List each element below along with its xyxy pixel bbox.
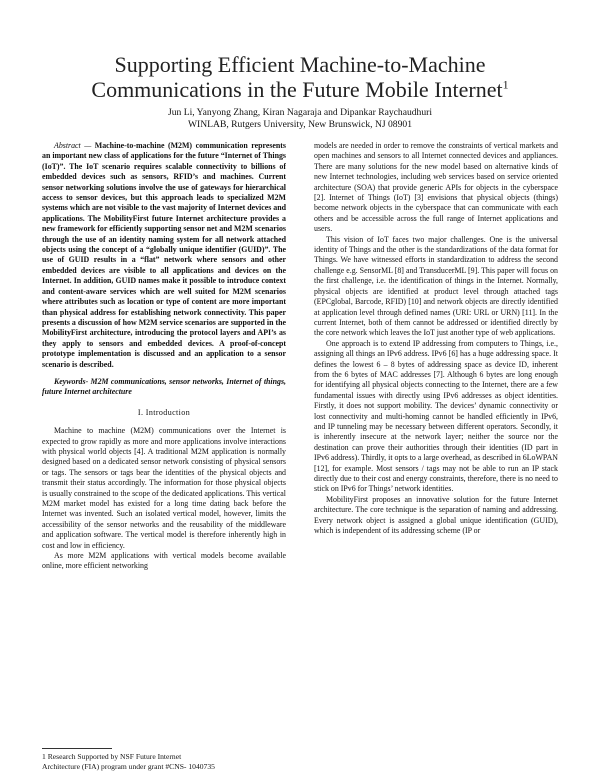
- left-column: [42, 141, 286, 727]
- right-column: [314, 141, 558, 761]
- intro-paragraph-2: As more M2M applications with vertical models become available online, more efficient networking: [42, 551, 286, 571]
- title-line-2-text: Communications in the Future Mobile Internet: [91, 77, 503, 102]
- abstract: [42, 141, 286, 370]
- author-names: Jun Li, Yanyong Zhang, Kiran Nagaraja and Dipankar Raychaudhuri: [167, 107, 433, 118]
- title-line-2: [40, 77, 560, 102]
- author-affiliation: WINLAB, Rutgers University, New Brunswick, NJ 08901: [187, 119, 412, 130]
- right-paragraph-1: models are needed in order to remove the constraints of vertical markets and open machines and sensors to all Internet connected devices and appliances. There are many solutions for the new model based on alternative kinds of new Internet technologies, including web services based on service oriented architecture (SOA) that provide generic APIs for objects in the cyberspace [2]. Internet of Things (IoT) [3] envisions that physical objects (things) become network objects in the cyberspace that can communicate with each others and be accessible across the full range of Internet applications and users.: [314, 141, 558, 234]
- right-paragraph-4: MobilityFirst proposes an innovative solution for the future Internet architecture. The core technique is the separation of naming and addressing. Every network object is assigned a global unique identification (GUID), which is independent of its addressing scheme (IP or: [314, 494, 558, 536]
- footnote-rule: [42, 748, 112, 749]
- intro-paragraph-1: Machine to machine (M2M) communications over the Internet is expected to grow rapidly as more and more applications involve interactions with physical world objects [4]. A traditional M2M application is normally designed based on a dedicated sensor network consisting of physical sensors or tags. The sensors or tags bear the identities of the physical objects and transmit their status accordingly. The information for those physical objects is usually constrained to the scope of the dedicated applications. This vertical M2M market model has existed for a long time dating back before the Internet was invented. Such an isolated vertical model, however, limits the accessibility of the sensor networks and the reusability of the middleware and application software. The vertical model is therefore inherently high in cost and low in efficiency.: [42, 426, 286, 550]
- footnote-line-2: Architecture (FIA) program under grant #CNS- 1040735: [42, 762, 215, 771]
- abstract-text: Machine-to-machine (M2M) communication represents an important new class of applications for the future “Internet of Things (IoT)”. The IoT scenario requires scalable connectivity to billions of embedded devices such as sensors, RFID’s and machines. Current sensor networking solutions involve the use of gateways for hierarchical access to sensor devices, but this approach leads to specialized M2M systems which are not visible to the vast majority of Internet devices and applications. The MobilityFirst future Internet architecture provides a new framework for efficiently supporting sensor net and M2M scenarios through the use of an identity naming system for all network attached objects using the concept of a “globally unique identifier (GUID)”. The use of GUID results in a “flat” network where sensors and other embedded devices are visible to all applications and devices on the Internet. In addition, GUID names make it possible to introduce context and content-aware services which are well suited for M2M scenarios where attributes such as location or type of content are more important than physical address for establishing network connectivity. This paper presents a discussion of how M2M service scenarios are supported in the MobilityFirst architecture, introducing the protocol layers and API’s as they apply to sensors and embedded devices. A proof-of-concept prototype implementation is discussed and an application to a sensor scenario is described.: [42, 141, 286, 369]
- abstract-label: Abstract —: [54, 141, 92, 150]
- right-paragraph-2: This vision of IoT faces two major challenges. One is the universal identity of Things and the other is the standardizations of the data format for Things. We have witnessed efforts in standardization to address the second challenge e.g. SensorML [8] and TransducerML [9]. This paper will focus on the first challenge, i.e. the identification of things in the Internet. Normally, physical objects are identified at product level through attached tags (EPCglobal, Barcode, RFID) [10] and network objects are directly identified at application level through defined names (URI: URL or URN) [11]. In the current Internet, both of them cannot be addressed or identified directly by the core network which leaves the IoT just another type of web applications.: [314, 234, 558, 338]
- title-line-1: Supporting Efficient Machine-to-Machine: [114, 52, 486, 77]
- footnote: [42, 752, 292, 772]
- paper-title: [40, 52, 560, 102]
- footnote-line-1: 1 Research Supported by NSF Future Internet: [42, 752, 182, 761]
- title-footnote-mark: 1: [502, 77, 509, 92]
- author-block: [40, 107, 560, 131]
- section-heading-introduction: I. Introduction: [137, 407, 191, 417]
- right-paragraph-3: One approach is to extend IP addressing from computers to Things, i.e., assigning all things an IPv6 address. IPv6 [6] has a huge addressing space. It defines the lowest 6 – 8 bytes of addressing space as device ID, inherent from the 6 bytes of MAC addresses [7]. Although 6 bytes are long enough for identifying all physical objects connecting to the Internet, there are a few fundamental issues with directly using IPv6 addresses as object identities. Firstly, it does not support mobility. The devices’ dynamic connectivity or lost connectivity and multi-homing cannot be handled efficiently in IPv6, and IP tunneling may be necessary between different operators. Secondly, it is inherently insecure at the network layer; neither the source nor the destination can prove their authorities through their identities (ID part in IPv6 address). Thirdly, it opts to a large overhead, as described in 6LoWPAN [12], for example. Most sensors / tags may not be able to run an IP stack directly due to their cost and energy constraints, therefore, there is no need to stick on IPv6 for Things’ network identities.: [314, 338, 558, 494]
- keywords: Keywords- M2M communications, sensor networks, Internet of things, future Internet architecture: [42, 376, 286, 397]
